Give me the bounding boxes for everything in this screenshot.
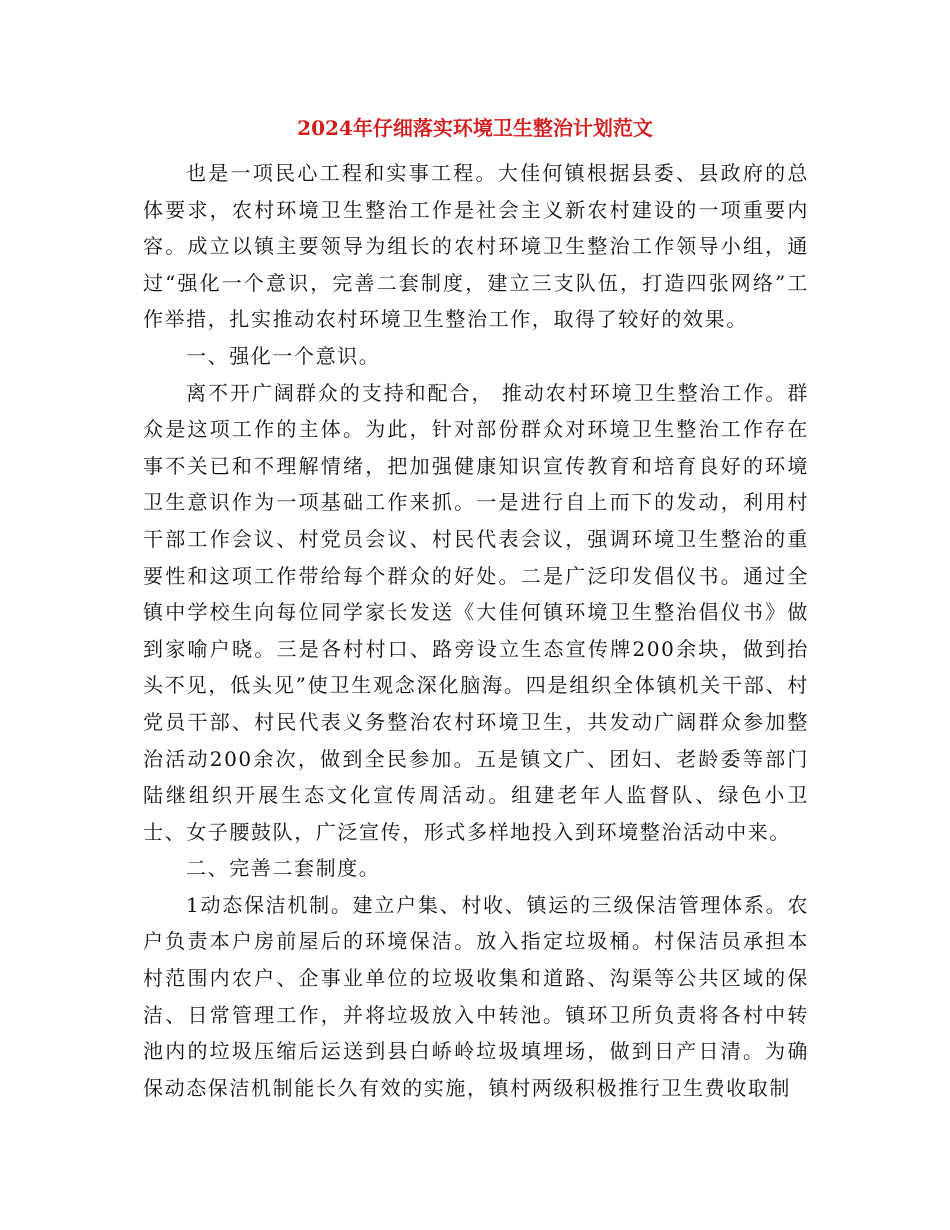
section-heading-2: 二、完善二套制度。 [186,856,381,881]
section-heading-1: 一、强化一个意识。 [186,343,381,368]
document-title: 2024年仔细落实环境卫生整治计划范文 [297,116,653,140]
document-body [143,155,809,1106]
paragraph-intro: 也是一项民心工程和实事工程。大佳何镇根据县委、县政府的总体要求，农村环境卫生整治工作是社会主义新农村建设的一项重要内容。成立以镇主要领导为组长的农村环境卫生整治工作领导小组，通过“强化一个意识，完善二套制度，建立三支队伍，打造四张网络”工作举措，扎实推动农村环境卫生整治工作，取得了较好的效果。 [143,161,809,332]
paragraph-section-1: 离不开广阔群众的支持和配合， 推动农村环境卫生整治工作。群众是这项工作的主体。为此，针对部份群众对环境卫生整治工作存在事不关已和不理解情绪，把加强健康知识宣传教育和培育良好的环境卫生意识作为一项基础工作来抓。一是进行自上而下的发动，利用村干部工作会议、村党员会议、村民代表会议，强调环境卫生整治的重要性和这项工作带给每个群众的好处。二是广泛印发倡仪书。通过全镇中学校生向每位同学家长发送《大佳何镇环境卫生整治倡仪书》做到家喻户晓。三是各村村口、路旁设立生态宣传牌200余块，做到抬头不见，低头见”使卫生观念深化脑海。四是组织全体镇机关干部、村党员干部、村民代表义务整治农村环境卫生，共发动广阔群众参加整治活动200余次，做到全民参加。五是镇文广、团妇、老龄委等部门陆继组织开展生态文化宣传周活动。组建老年人监督队、绿色小卫士、女子腰鼓队，广泛宣传，形式多样地投入到环境整治活动中来。 [143,380,809,844]
paragraph-section-2: 1动态保洁机制。建立户集、村收、镇运的三级保洁管理体系。农户负责本户房前屋后的环境保洁。放入指定垃圾桶。村保洁员承担本村范围内农户、企事业单位的垃圾收集和道路、沟渠等公共区域的保洁、日常管理工作，并将垃圾放入中转池。镇环卫所负责将各村中转池内的垃圾压缩后运送到县白峤岭垃圾填埋场，做到日产日清。为确保动态保洁机制能长久有效的实施，镇村两级积极推行卫生费收取制 [143,892,809,1100]
